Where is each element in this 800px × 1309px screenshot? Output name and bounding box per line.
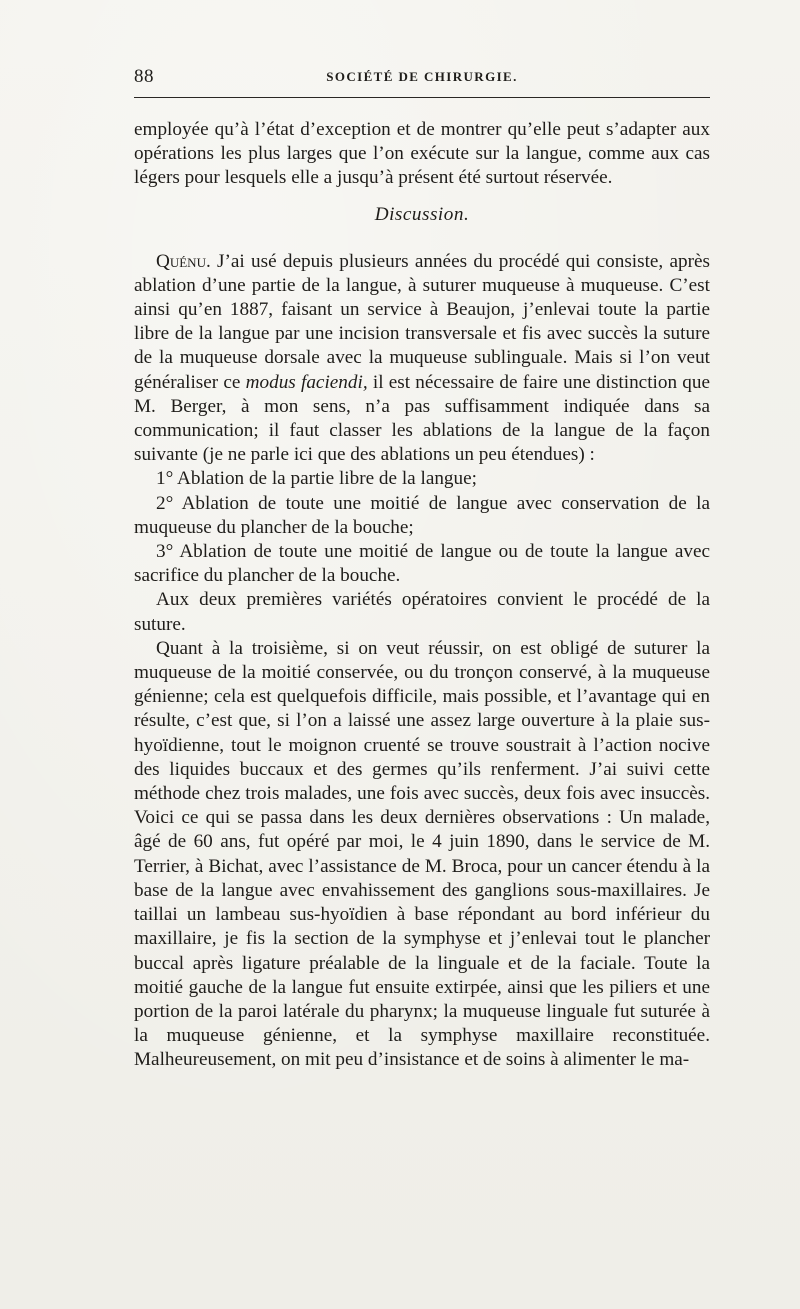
discussion-paragraph	[134, 250, 710, 468]
header-rule	[134, 97, 710, 98]
page-header	[134, 66, 710, 92]
latin-phrase: modus faciendi,	[245, 371, 368, 393]
list-item-1: 1° Ablation de la partie libre de la langue;	[156, 468, 477, 490]
list-item-2: 2° Ablation de toute une moitié de langue avec conservation de la muqueuse du plancher de la bouche;	[134, 492, 710, 538]
section-heading: Discussion.	[374, 203, 470, 225]
paragraph-third: Quant à la troisième, si on veut réussir, on est obligé de suturer la muqueuse de la moitié conservée, ou du tronçon conservé, à la muqueuse génienne; cela est quelquefois difficile, mais possible, et l’avantage qui en résulte, c’est que, si l’on a laissé une assez large ouverture à la plaie sus-hyoïdienne, tout le moignon cruenté se trouve soustrait à l’action nocive des liquides buccaux et des germes qu’ils renferment. J’ai suivi cette méthode chez trois malades, une fois avec succès, deux fois avec insuccès. Voici ce qui se passa dans les deux dernières observations : Un malade, âgé de 60 ans, fut opéré par moi, le 4 juin 1890, dans le service de M. Terrier, à Bichat, avec l’assistance de M. Broca, pour un cancer étendu à la base de la langue avec envahissement des ganglions sous-maxillaires. Je taillai un lambeau sus-hyoïdien à base répondant au bord inférieur du maxillaire, je fis la section de la symphyse et j’enlevai tout le plancher buccal après ligature préalable de la linguale et de la faciale. Toute la moitié gauche de la langue fut ensuite extirpée, ainsi que les piliers et une portion de la paroi latérale du pharynx; la muqueuse linguale fut suturée à la muqueuse génienne, et la symphyse maxillaire reconstituée. Malheureusement, on mit peu d’insistance et de soins à alimenter le ma-	[134, 637, 710, 1071]
list-item-3: 3° Ablation de toute une moitié de langue ou de toute la langue avec sacrifice du plancher de la bouche.	[134, 541, 710, 587]
running-title: SOCIÉTÉ DE CHIRURGIE.	[326, 69, 518, 84]
discussion-text-b: il est nécessaire de faire une distinction que M. Berger, à mon sens, n’a pas suffisamment indiquée dans sa communication; il faut classer les ablations de la langue de la façon suivante (je ne parle ici que des ablations un peu étendues) :	[134, 371, 710, 466]
opening-paragraph: employée qu’à l’état d’exception et de montrer qu’elle peut s’adapter aux opérations les plus larges que l’on exécute sur la langue, comme aux cas légers pour lesquels elle a jusqu’à présent été surtout réservée.	[134, 119, 710, 189]
paragraph-varieties: Aux deux premières variétés opératoires convient le procédé de la suture.	[134, 589, 710, 635]
discussion-text-a: J’ai usé depuis plusieurs années du procédé qui consiste, après ablation d’une partie de la langue, à suturer muqueuse à muqueuse. C’est ainsi qu’en 1887, faisant un service à Beaujon, j’enlevai toute la partie libre de la langue par une incision transversale et fis avec succès la suture de la muqueuse dorsale avec la muqueuse sublinguale. Mais si l’on veut généraliser ce	[134, 250, 710, 393]
body-text	[134, 118, 710, 1073]
page-number: 88	[134, 66, 154, 87]
speaker-name: Quénu.	[156, 250, 211, 272]
